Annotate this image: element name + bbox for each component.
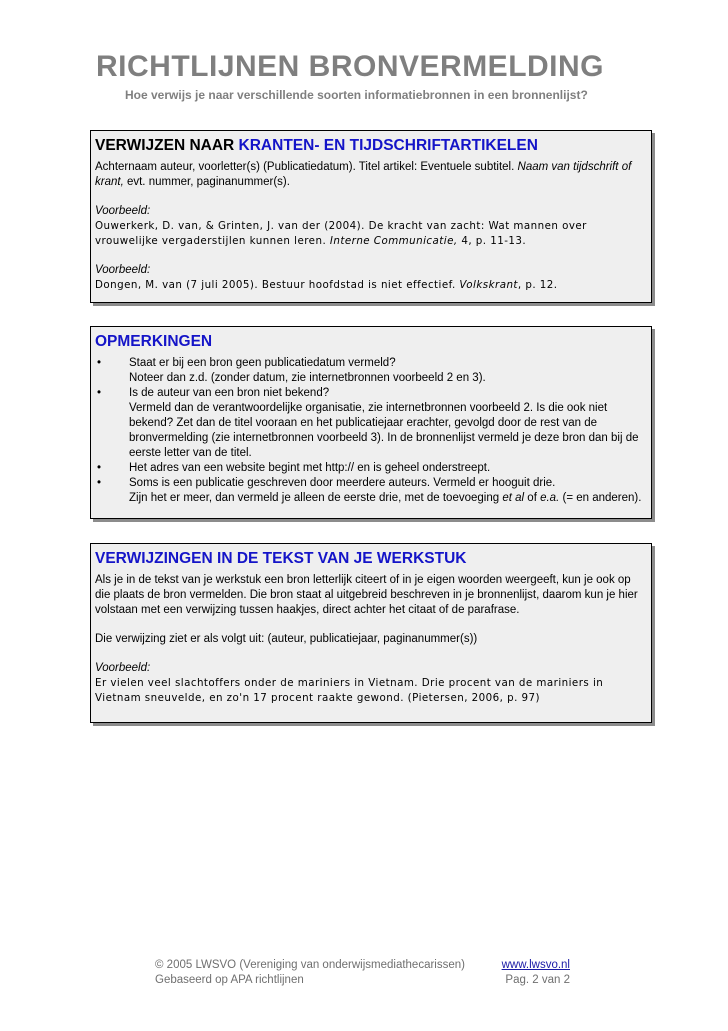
box1-desc-end: evt. nummer, paginanummer(s).: [126, 176, 290, 188]
page-title: RICHTLIJNEN BRONVERMELDING: [96, 50, 605, 83]
footer-copyright: © 2005 LWSVO (Vereniging van onderwijsmediathecarissen): [155, 959, 465, 971]
item4-text: Zijn het er meer, dan vermeld je alleen de eerste drie, met de toevoeging: [129, 492, 500, 504]
box1-ex1-italic: Interne Communicatie,: [329, 235, 458, 247]
footer-page-number: Pag. 2 van 2: [505, 974, 570, 986]
box1-heading-blue: KRANTEN- EN TIJDSCHRIFTARTIKELEN: [238, 137, 538, 154]
footer-based-on: Gebaseerd op APA richtlijnen: [155, 974, 304, 986]
item4-line1: Soms is een publicatie geschreven door meerdere auteurs. Vermeld er hooguit drie.: [129, 477, 556, 489]
box3-example-label: Voorbeeld:: [95, 662, 151, 674]
box2-heading: OPMERKINGEN: [95, 333, 213, 350]
item4-ea: e.a.: [540, 492, 560, 504]
box3-heading: VERWIJZINGEN IN DE TEKST VAN JE WERKSTUK: [95, 550, 467, 567]
bullet-icon: •: [97, 462, 102, 474]
item4-etal: et al: [502, 492, 525, 504]
box1-desc-italic: Naam van tijdschrift of krant,: [95, 161, 632, 188]
box1-ex2-plain: Dongen, M. van (7 juli 2005). Bestuur hoofdstad is niet effectief.: [95, 279, 456, 291]
box-verwijzingen-tekst: [90, 543, 652, 723]
item1-line2: Noteer dan z.d. (zonder datum, zie internetbronnen voorbeeld 2 en 3).: [129, 372, 486, 384]
bullet-icon: •: [97, 357, 102, 369]
page-subtitle: Hoe verwijs je naar verschillende soorten informatiebronnen in een bronnenlijst?: [125, 88, 588, 102]
item4-of: of: [527, 492, 537, 504]
footer-row-2: [155, 973, 570, 988]
box1-example1: [95, 219, 649, 249]
bullet-icon: •: [97, 387, 102, 399]
item1-line1: Staat er bij een bron geen publicatiedatum vermeld?: [129, 357, 396, 369]
box1-heading: [95, 137, 649, 155]
list-item: [95, 386, 649, 461]
box1-desc-plain: Achternaam auteur, voorletter(s) (Publicatiedatum). Titel artikel: Eventuele subtitel.: [95, 161, 515, 173]
box-kranten-tijdschriften: [90, 130, 652, 303]
footer-row-1: [155, 958, 570, 973]
item2-line1: Is de auteur van een bron niet bekend?: [129, 387, 330, 399]
box1-ex1-plain: Ouwerkerk, D. van, & Grinten, J. van der (2004). De kracht van zacht: Wat mannen over vrouwelijke vergaderstijlen kunnen leren.: [95, 220, 587, 247]
item3-line1: Het adres van een website begint met http:// en is geheel onderstreept.: [129, 462, 491, 474]
item4-line2: [129, 491, 649, 506]
box1-example2: [95, 278, 649, 293]
list-item: [95, 461, 649, 476]
box1-ex2-italic: Volkskrant: [459, 279, 518, 291]
box1-heading-black: VERWIJZEN NAAR: [95, 137, 235, 154]
bullet-icon: •: [97, 477, 102, 489]
box2-bullet-list: [95, 356, 649, 506]
box1-example1-label: Voorbeeld:: [95, 205, 151, 217]
box1-example2-label: Voorbeeld:: [95, 264, 151, 276]
page-footer: [155, 958, 570, 988]
list-item: [95, 356, 649, 386]
box-opmerkingen: [90, 326, 652, 519]
box3-example: Er vielen veel slachtoffers onder de mariniers in Vietnam. Drie procent van de mariniers in Vietnam sneuvelde, en zo'n 17 procent raakte gewond. (Pietersen, 2006, p. 97): [95, 677, 604, 704]
list-item: [95, 476, 649, 506]
item4-end: (= en anderen).: [562, 492, 642, 504]
box3-paragraph2: Die verwijzing ziet er als volgt uit: (auteur, publicatiejaar, paginanummer(s)): [95, 633, 478, 645]
box3-paragraph1: Als je in de tekst van je werkstuk een bron letterlijk citeert of in je eigen woorden weergeeft, kun je ook op die plaats de bron vermelden. Die bron staat al uitgebreid beschreven in je bronnenlijst, daarom kun je hier volstaan met een verwijzing tussen haakjes, direct achter het citaat of de parafrase.: [95, 574, 638, 616]
footer-website-link[interactable]: www.lwsvo.nl: [501, 959, 570, 971]
box1-ex1-end: 4, p. 11-13.: [461, 235, 527, 247]
item2-line2: Vermeld dan de verantwoordelijke organisatie, zie internetbronnen voorbeeld 2. Is die ook niet bekend? Zet dan de titel vooraan en het publicatiejaar erachter, gevolgd door de rest van de bronvermelding (zie internetbronnen voorbeeld 3). In de bronnenlijst vermeld je deze bron dan bij de eerste letter van de titel.: [129, 402, 639, 459]
box1-description: [95, 160, 649, 190]
box1-ex2-end: , p. 12.: [517, 279, 558, 291]
